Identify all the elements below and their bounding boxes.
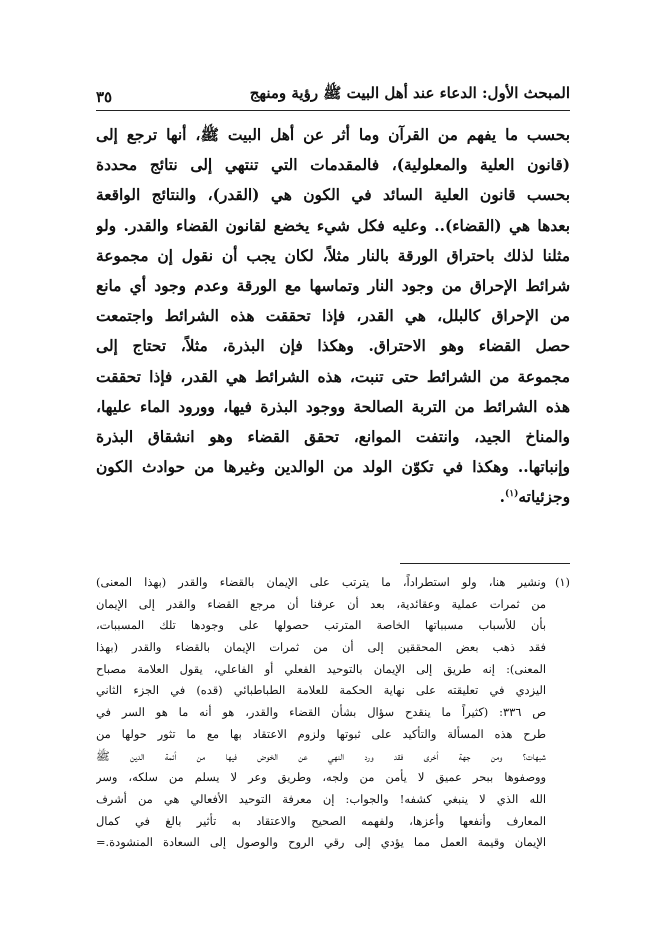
- text-line: بعدها هي (القضاء).. وعليه فكل شيء يخضع لقانون القضاء والقدر. ولو: [96, 216, 570, 235]
- footnote-line: الله الذي لا ينبغي كشفه! والجواب: إن معرفة التوحيد الأفعالي هي من أشرف: [96, 791, 546, 806]
- last-line-text: وجزئياته: [518, 488, 570, 507]
- footnote-text: ونشير هنا، ولو استطراداً، ما يترتب على الإيمان بالقضاء والقدر (بهذا المعنى): [96, 575, 546, 589]
- text-line: والمناخ الجيد، وانتفت الموانع، تحقق القضاء وهو انشقاق البذرة: [96, 427, 570, 446]
- footnote-line: ص ٣٣٦: (كثيراً ما ينقدح سؤال بشأن القضاء والقدر، هو أنه ما هو السر في: [96, 705, 546, 720]
- footnote-reference[interactable]: (١): [505, 489, 519, 500]
- text-line: مجموعة من الشرائط حتى تنبت، هذه الشرائط هي القدر، فإذا تحققت: [96, 367, 570, 386]
- text-line: بحسب ما يفهم من القرآن وما أثر عن أهل البيت ﷺ، أنها ترجع إلى: [96, 126, 570, 144]
- footnote-line: اليزدي في تعليقته على نهاية الحكمة للعلامة الطباطبائي (قده) في الجزء الثاني: [96, 683, 546, 698]
- footnote-line: فقد ذهب بعض المحققين إلى أن من ثمرات الإيمان بالقضاء والقدر (بهذا: [96, 640, 546, 655]
- footnote-line: المعنى): إنه طريق إلى الإيمان بالتوحيد الفعلي أو الفاعلي، يقول العلامة مصباح: [96, 661, 546, 676]
- footnote-line: بأن للأسباب مسبباتها الخاصة المترتب حصولها على وجودها تلك المسببات،: [96, 618, 546, 633]
- footnote: [96, 572, 570, 854]
- footnote-line: من ثمرات عملية وعقائدية، بعد أن عرفنا أن مرجع القضاء والقدر إلى الإيمان: [96, 596, 546, 611]
- footnote-line: الإيمان وقيمة العمل مما يؤدي إلى رقي الروح والوصول إلى السعادة المنشودة.=: [96, 835, 546, 850]
- footnote-number: (١): [554, 575, 570, 589]
- footnote-first-line: [96, 572, 570, 594]
- running-header: [96, 76, 570, 111]
- footnote-line: شبهات؟ ومن جهة أخرى فقد ورد النهي عن الخوض فيها من أئمة الدين ﷺ: [96, 748, 546, 763]
- footnote-line: ووصفوها ببحر عميق لا يأمن من ولجه، وطريق وعر لا يسلم من سلكه، وسر: [96, 770, 546, 785]
- main-text: [96, 120, 570, 512]
- text-line: (قانون العلية والمعلولية)، فالمقدمات التي تنتهي إلى نتائج محددة: [96, 156, 570, 175]
- text-line: وإنباتها.. وهكذا في تكوّن الولد من الوالدين وغيرها من حوادث الكون: [96, 458, 570, 477]
- text-line: من الإحراق كالبلل، هي القدر، فإذا تحققت هذه الشرائط واجتمعت: [96, 307, 570, 326]
- footnote-separator: [400, 563, 570, 564]
- text-line: مثلنا لذلك باحتراق الورقة بالنار مثلاً، لكان يجب أن نقول إن مجموعة: [96, 246, 570, 265]
- text-line: هذه الشرائط من التربة الصالحة ووجود البذرة فيها، وورود الماء عليها،: [96, 397, 570, 416]
- footnote-line: المعارف وأنفعها وأعزها، ولفهمه الصحيح والاعتقاد به تأثير بالغ في كمال: [96, 813, 546, 828]
- text-line: شرائط الإحراق من وجود النار وتماسها مع الورقة وعدم وجود أي مانع: [96, 276, 570, 295]
- page-number: ٣٥: [96, 88, 113, 106]
- footnote-line: طرح هذه المسألة والتأكيد على ثبوتها ولزوم الاعتقاد بها مع ما تثور حولها من: [96, 726, 546, 741]
- text-line: بحسب قانون العلية السائد في الكون هي (القدر)، والنتائج الواقعة: [96, 186, 570, 205]
- text-line-last: وجزئياته$^{(١)}$.: [499, 488, 570, 507]
- text-line: حصل القضاء وهو الاحتراق. وهكذا فإن البذرة، مثلاً، تحتاج إلى: [96, 337, 570, 356]
- chapter-title: المبحث الأول: الدعاء عند أهل البيت ﷺ رؤية ومنهج: [249, 84, 570, 102]
